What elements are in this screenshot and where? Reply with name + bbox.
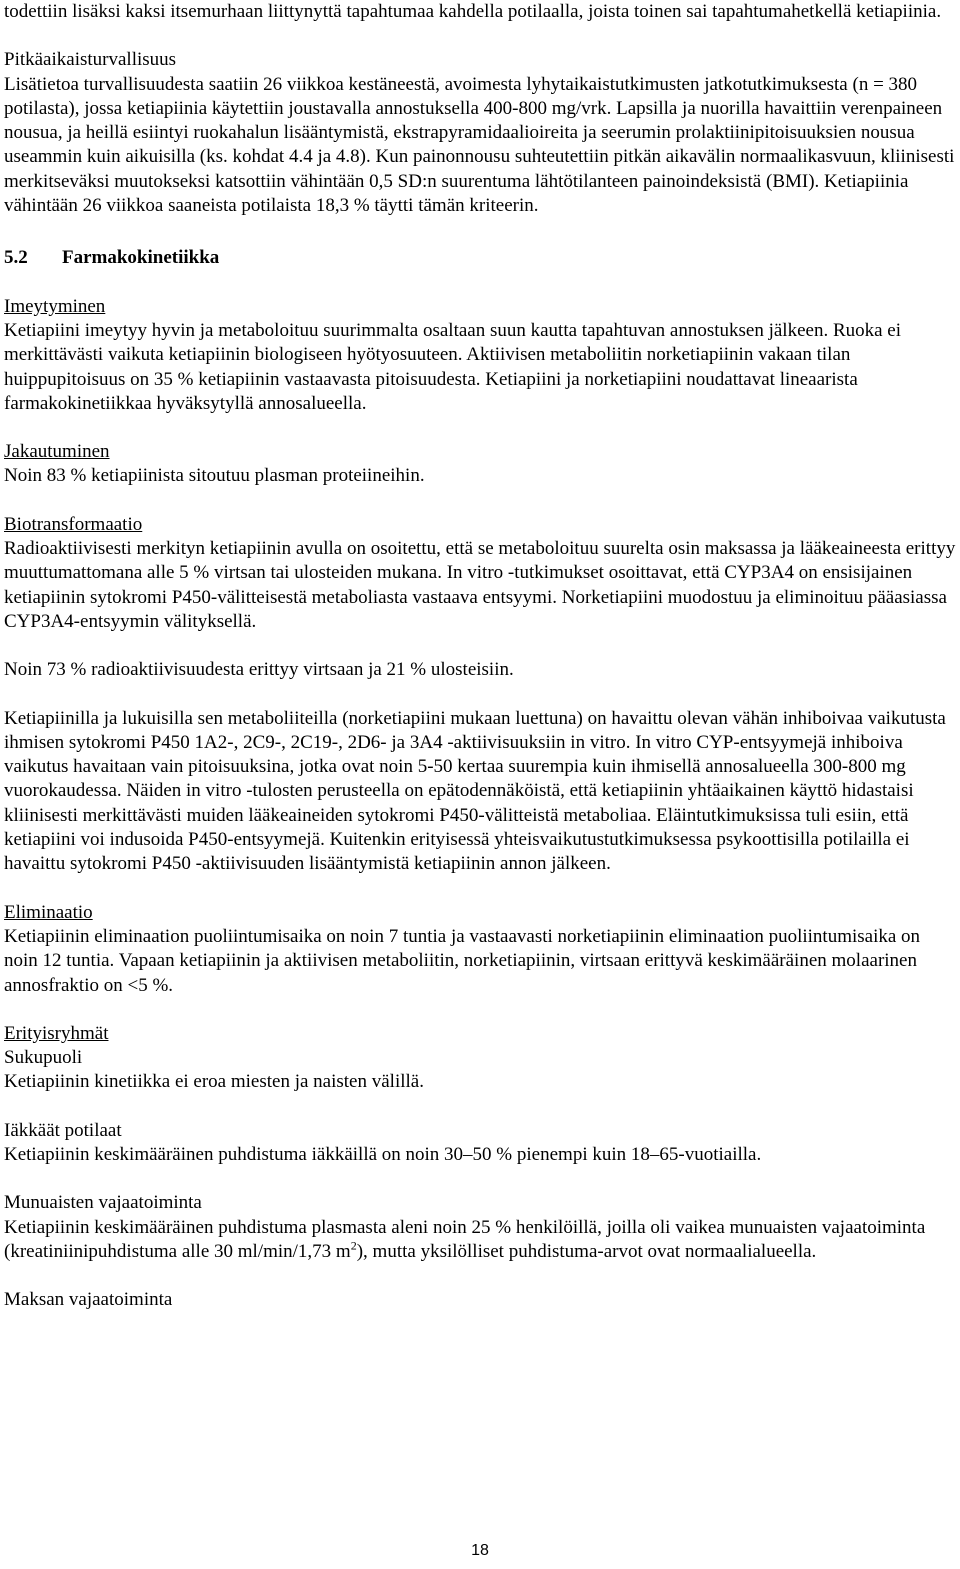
section-number: 5.2 [4,247,28,269]
biotransformation-paragraph-3: Ketiapiinilla ja lukuisilla sen metaboliiteilla (norketiapiini mukaan luettuna) on havaittu olevan vähän inhiboivaa vaikutusta ihmisen sytokromi P450 1A2-, 2C9-, 2C19-, 2D6- ja 3A4 -aktiivisuuksiin in vitro. In vitro CYP-entsyymejä inhiboiva vaikutus havaitaan vain pitoisuuksina, jotka ovat noin 5-50 kertaa suurempia kuin ihmisellä annosalueella 300-800 mg vuorokaudessa. Näiden in vitro -tulosten perusteella on epätodennäköistä, että ketiapiinin yhtäaikainen käyttö hidastaisi kliinisesti merkittävästi muiden lääkeaineiden sytokromi P450-välitteistä metaboliaa. Eläintutkimuksissa tuli esiin, että ketiapiini voi indusoida P450-entsyymejä. Kuitenkin erityisessä yhteisvaikutustutkimuksessa psykoottisilla potilailla ei havaittu sytokromi P450 -aktiivisuuden lisääntymistä ketiapiinin annon jälkeen. [4,707,946,875]
special-groups-heading: Erityisryhmät [4,1022,109,1044]
long-term-safety-paragraph: Lisätietoa turvallisuudesta saatiin 26 viikkoa kestäneestä, avoimesta lyhytaikaistutkimusten jatkotutkimuksesta (n = 380 potilasta), jossa ketiapiinia käytettiin joustavalla annostuksella 400-800 mg/vrk. Lapsilla ja nuorilla havaittiin verenpaineen nousua, ja heillä esiintyi ruokahalun lisääntymistä, ekstrapyramidaalioireita ja seerumin prolaktiinipitoisuuksien nousua useammin kuin aikuisilla (ks. kohdat 4.4 ja 4.8). Kun painonnousu suhteutettiin pitkän aikavälin normaalikasvuun, kliinisesti merkitseväksi muutokseksi katsottiin vähintään 0,5 SD:n suurentuma lähtötilanteen painoindeksistä (BMI). Ketiapiinia vähintään 26 viikkoa saaneista potilaista 18,3 % täytti tämän kriteerin. [4,73,955,217]
biotransformation-paragraph-2: Noin 73 % radioaktiivisuudesta erittyy virtsaan ja 21 % ulosteisiin. [4,659,514,681]
intro-paragraph: todettiin lisäksi kaksi itsemurhaan liittynyttä tapahtumaa kahdella potilaalla, joista toinen sai tapahtumahetkellä ketiapiinia. [4,1,942,22]
elderly-subheading: Iäkkäät potilaat [4,1119,122,1141]
elimination-heading: Eliminaatio [4,901,93,923]
sex-subheading: Sukupuoli [4,1047,83,1069]
long-term-safety-heading: Pitkäaikaisturvallisuus [4,49,177,71]
section-title: Farmakokinetiikka [62,247,220,269]
document-page [4,0,956,1312]
page-number: 18 [471,1542,489,1559]
absorption-heading: Imeytyminen [4,295,106,317]
renal-superscript: 2 [350,1238,357,1253]
elderly-paragraph: Ketiapiinin keskimääräinen puhdistuma iäkkäillä on noin 30–50 % pienempi kuin 18–65-vuotiailla. [4,1143,762,1165]
biotransformation-heading: Biotransformaatio [4,513,143,535]
renal-subheading: Munuaisten vajaatoiminta [4,1192,202,1214]
renal-text-part-2: ), mutta yksilölliset puhdistuma-arvot ovat normaalialueella. [356,1240,817,1262]
biotransformation-paragraph-1: Radioaktiivisesti merkityn ketiapiinin avulla on osoitettu, että se metaboloituu suurelta osin maksassa ja lääkeaineesta erittyy muuttumattomana alle 5 % virtsan tai ulosteiden mukana. In vitro -tutkimukset osoittavat, että CYP3A4 on ensisijainen ketiapiinin sytokromi P450-välitteisestä metaboliasta vastaava entsyymi. Norketiapiini muodostuu ja eliminoituu pääasiassa CYP3A4-entsyymin välityksellä. [4,538,956,632]
distribution-heading: Jakautuminen [4,441,110,463]
absorption-paragraph: Ketiapiini imeytyy hyvin ja metaboloituu suurimmalta osaltaan suun kautta tapahtuvan annostuksen jälkeen. Ruoka ei merkittävästi vaikuta ketiapiinin biologiseen hyötyosuuteen. Aktiivisen metaboliitin norketiapiinin vakaan tilan huippupitoisuus on 35 % ketiapiinin vastaavasta pitoisuudesta. Ketiapiini ja norketiapiini noudattavat lineaarista farmakokinetiikkaa hyväksytyllä annosalueella. [4,319,902,414]
renal-text-part-1: Ketiapiinin keskimääräinen puhdistuma plasmasta aleni noin 25 % henkilöillä, joilla oli vaikea munuaisten vajaatoiminta (kreatiniinipuhdistuma alle 30 ml/min/1,73 m [4,1216,926,1262]
elimination-paragraph: Ketiapiinin eliminaation puoliintumisaika on noin 7 tuntia ja vastaavasti norketiapiinin eliminaation puoliintumisaika on noin 12 tuntia. Vapaan ketiapiinin ja aktiivisen metaboliitin, norketiapiinin, virtsaan erittyvä keskimääräinen molaarinen annosfraktio on <5 %. [4,925,921,996]
section-heading [4,246,956,270]
hepatic-subheading: Maksan vajaatoiminta [4,1289,173,1311]
distribution-paragraph: Noin 83 % ketiapiinista sitoutuu plasman proteiineihin. [4,465,425,487]
renal-paragraph [4,1216,956,1265]
sex-paragraph: Ketiapiinin kinetiikka ei eroa miesten ja naisten välillä. [4,1071,424,1093]
